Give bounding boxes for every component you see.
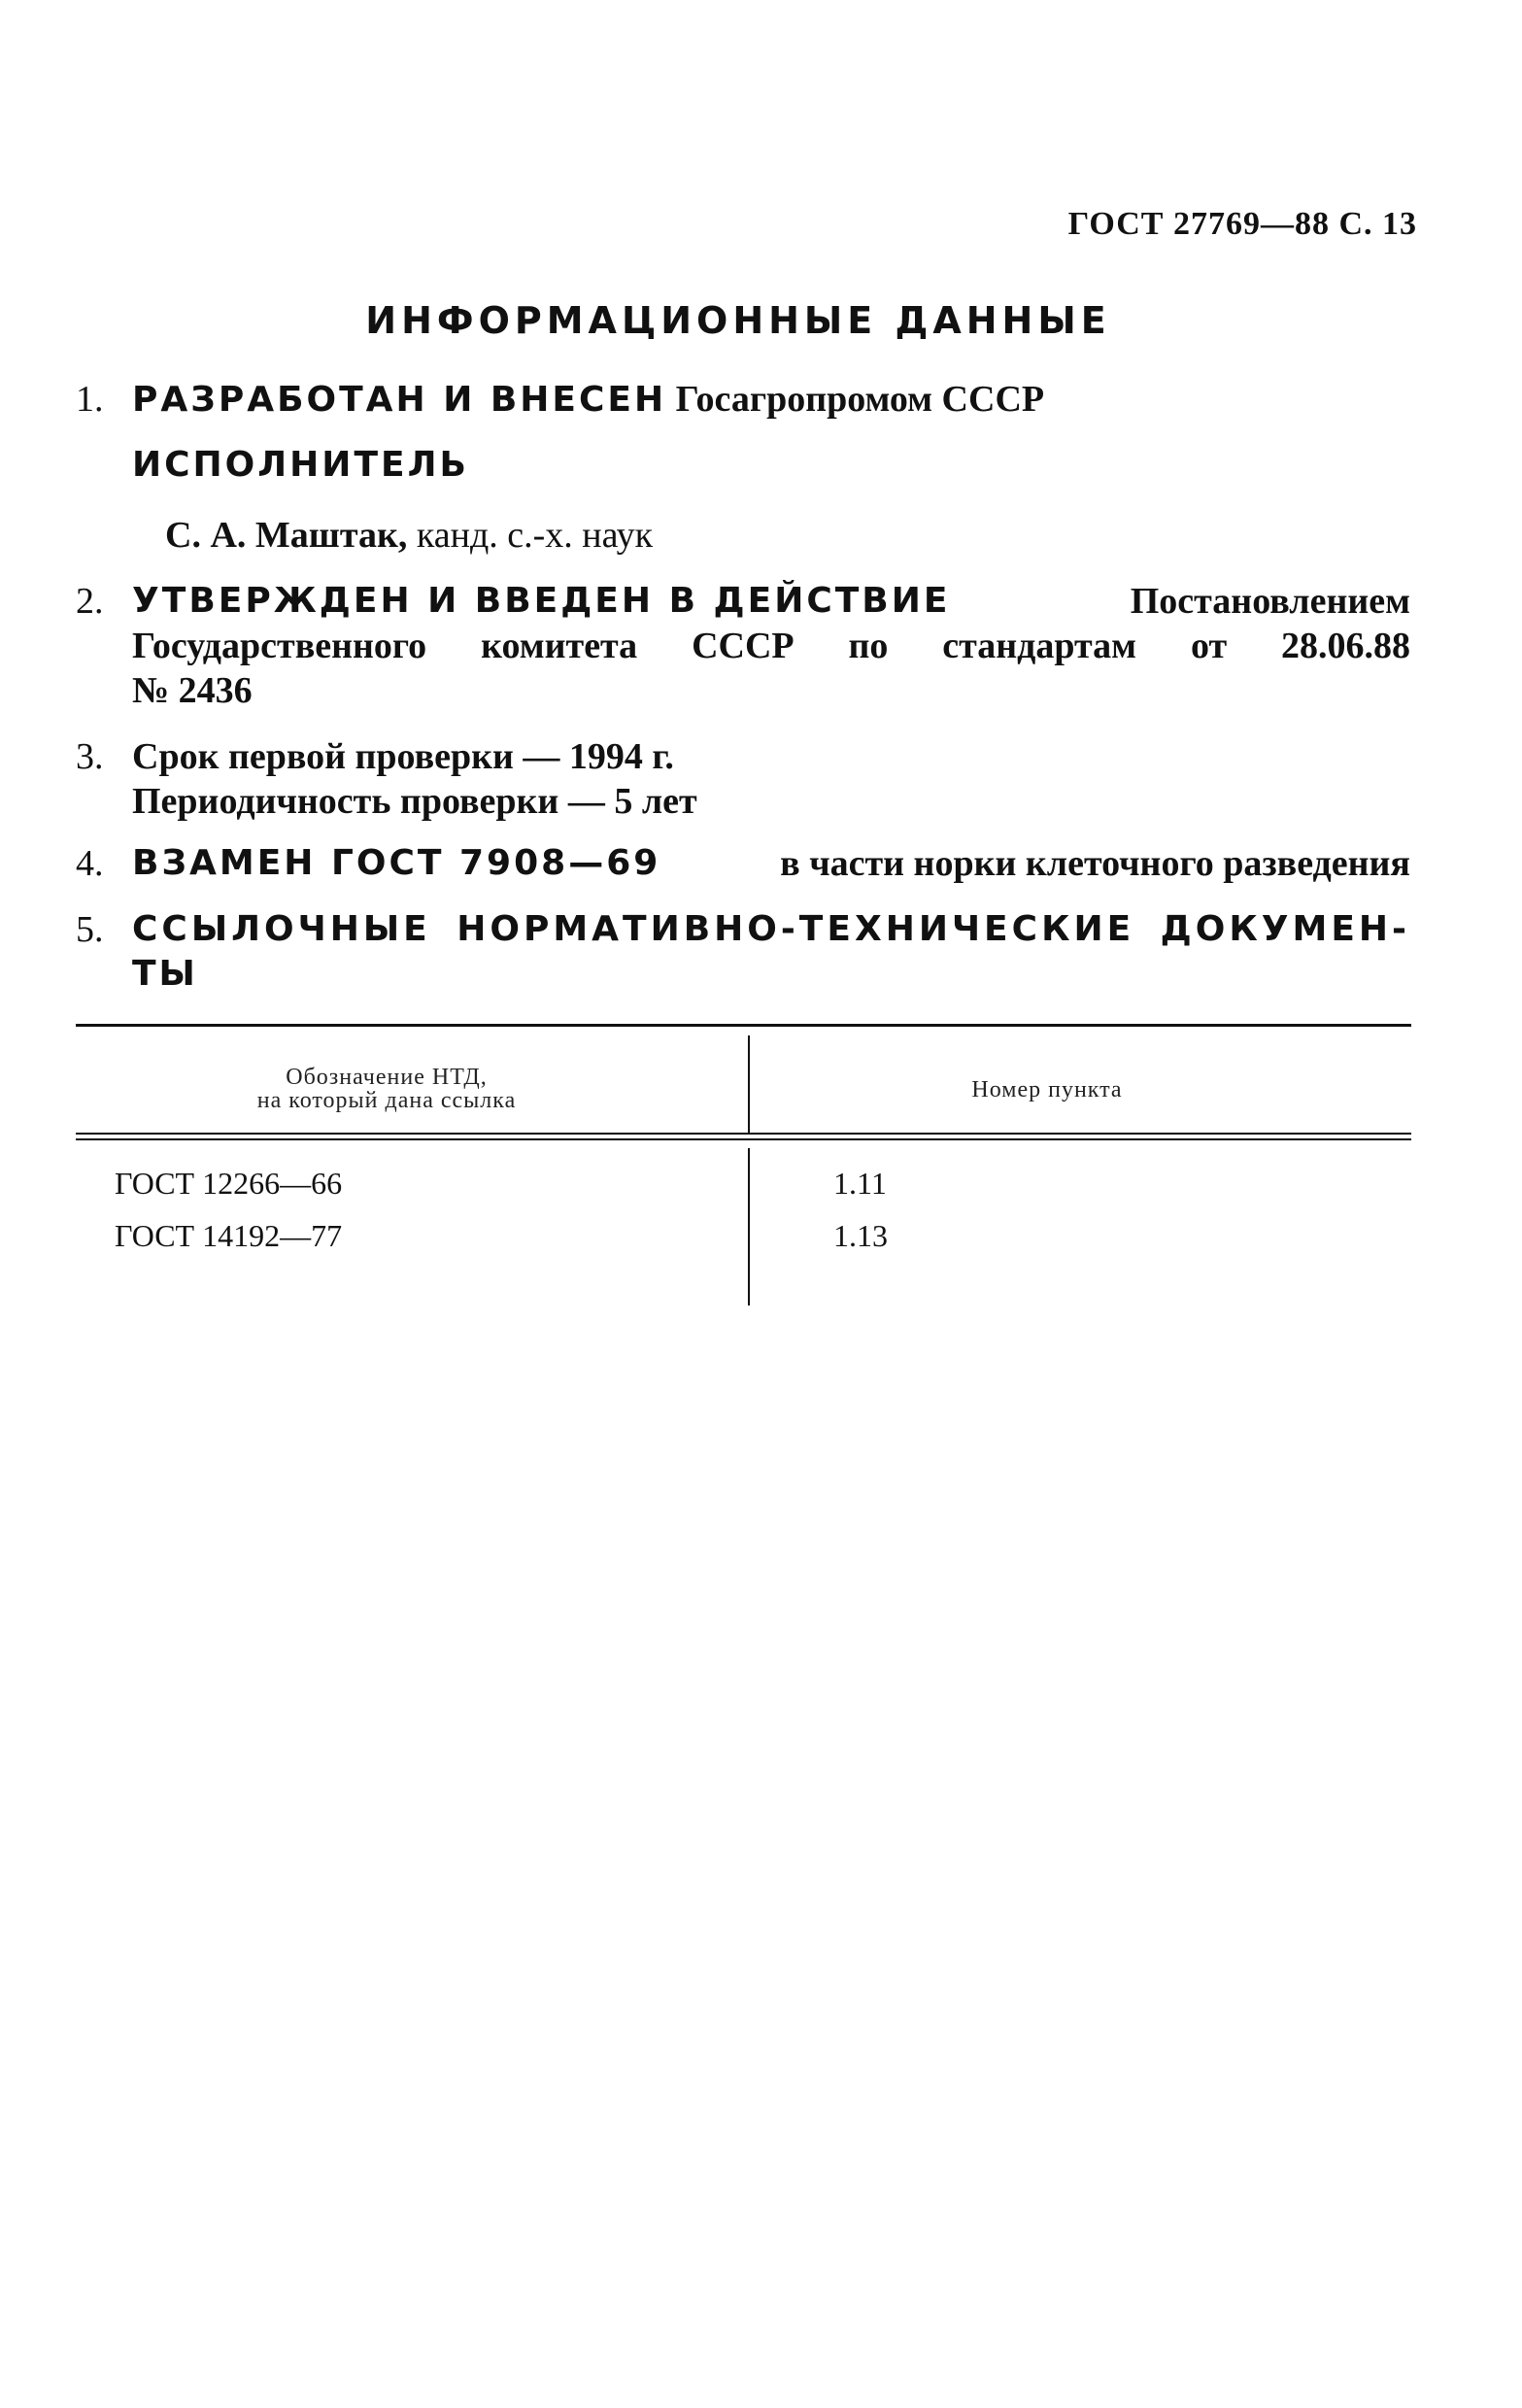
- item-number: 1.: [76, 379, 104, 420]
- item-lead: УТВЕРЖДЕН И ВВЕДЕН В ДЕЙСТВИЕ: [132, 581, 951, 621]
- table-cell-clause: 1.11: [833, 1166, 887, 1201]
- item-number: 4.: [76, 843, 104, 884]
- item-lead: ВЗАМЕН ГОСТ 7908—69: [132, 843, 661, 883]
- table-cell-doc: ГОСТ 14192—77: [115, 1218, 343, 1253]
- table-header-clause: Номер пункта: [971, 1077, 1123, 1102]
- item-lead: РАЗРАБОТАН И ВНЕСЕН: [132, 380, 667, 420]
- item-5-line-1: ССЫЛОЧНЫЕ НОРМАТИВНО-ТЕХНИЧЕСКИЕ ДОКУМЕН-: [132, 909, 1410, 949]
- header-line: Обозначение НТД,: [286, 1065, 488, 1090]
- table-column-divider: [748, 1035, 750, 1133]
- item-3-line-1: Срок первой проверки — 1994 г.: [132, 736, 674, 777]
- item-text: Госагропромом СССР: [675, 379, 1045, 420]
- author-degree: канд. с.-х. наук: [416, 515, 654, 556]
- subheading: ИСПОЛНИТЕЛЬ: [132, 445, 469, 485]
- item-3: [76, 734, 1410, 824]
- item-text: Постановлением: [1130, 581, 1410, 622]
- item-1: [76, 377, 1410, 423]
- section-title: ИНФОРМАЦИОННЫЕ ДАННЫЕ: [365, 299, 1111, 342]
- item-5: [76, 907, 1410, 997]
- author-name: С. А. Маштак,: [165, 515, 408, 556]
- table-header-rule: [76, 1133, 1411, 1140]
- item-3-line-2: Периодичность проверки — 5 лет: [132, 781, 697, 822]
- item-number: 2.: [76, 581, 104, 622]
- item-2-line-3: № 2436: [132, 670, 253, 711]
- table-cell-doc: ГОСТ 12266—66: [115, 1166, 343, 1201]
- item-number: 3.: [76, 736, 104, 777]
- page-header: ГОСТ 27769—88 С. 13: [1067, 206, 1417, 242]
- table-header-doc: [192, 1066, 581, 1112]
- item-2-line-2: [132, 624, 1410, 668]
- item-text: в части норки клеточного разведения: [780, 843, 1410, 884]
- table-top-rule: [76, 1024, 1411, 1027]
- header-line: на который дана ссылка: [256, 1088, 517, 1113]
- item-2: [76, 579, 1410, 713]
- item-text: Государственного комитета СССР по стандартам от 28.06.88: [132, 626, 1410, 666]
- table-cell-clause: 1.13: [833, 1218, 888, 1253]
- item-4: [76, 841, 1410, 886]
- author-line: [76, 513, 1410, 558]
- table-column-divider: [748, 1148, 750, 1306]
- item-2-line-1: [132, 579, 1410, 624]
- item-number: 5.: [76, 909, 104, 950]
- item-5-line-2: ТЫ: [132, 954, 198, 994]
- item-1-subheading-block: [76, 442, 1410, 488]
